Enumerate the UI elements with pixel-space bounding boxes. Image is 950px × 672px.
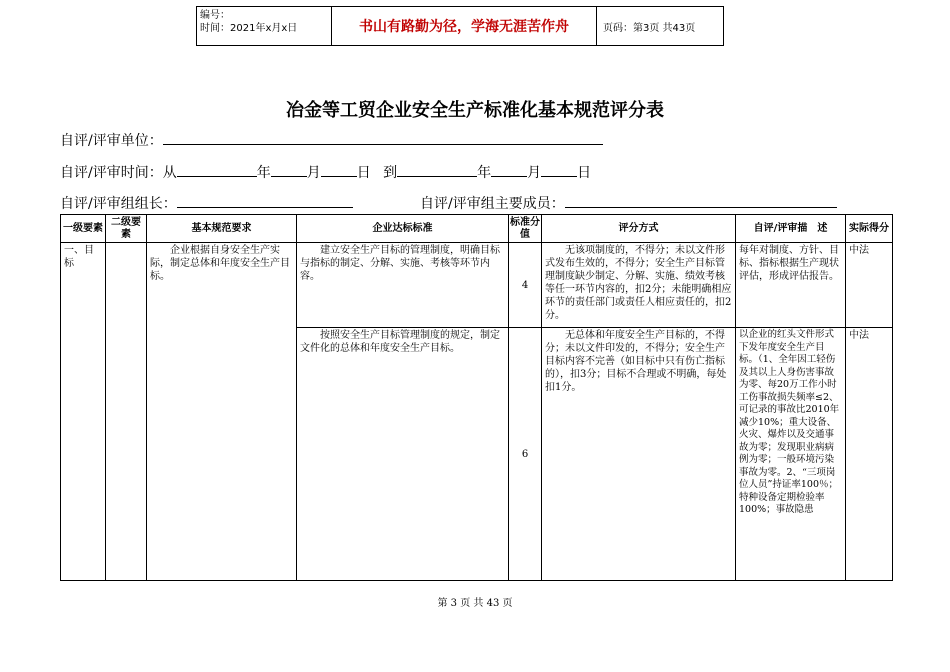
col-header-score: 标准分值 — [509, 215, 542, 243]
page-footer: 第 3 页 共 43 页 — [437, 598, 513, 609]
cell-description: 每年对制度、方针、目标、指标根据生产现状评估，形成评估报告。 — [736, 243, 846, 328]
number-label: 编号： — [200, 10, 230, 21]
col-header-standard: 企业达标标准 — [297, 215, 509, 243]
time-line — [60, 162, 591, 182]
cell-method: 无总体和年度安全生产目标的，不得分；未以文件印发的，不得分；安全生产目标内容不完善（如目标中只有伤亡指标的），扣3分；目标不合理或不明确，每处扣1分。 — [542, 328, 736, 581]
col-header-level1: 一级要素 — [61, 215, 106, 243]
unit-label: 自评/评审单位： — [60, 133, 163, 149]
cell-method: 无该项制度的，不得分；未以文件形式发布生效的，不得分；安全生产目标管理制度缺少制定、分解、实施、绩效考核等任一环节内容的，扣2分；未能明确相应环节的责任部门或责任人相应责任的，扣2分。 — [542, 243, 736, 328]
month-label-2: 月 — [527, 165, 542, 181]
cell-score: 4 — [509, 243, 542, 328]
end-year-field[interactable] — [397, 162, 477, 177]
col-header-requirement: 基本规范要求 — [147, 215, 297, 243]
table-row — [61, 243, 893, 328]
col-header-description: 自评/评审描 述 — [736, 215, 846, 243]
motto: 书山有路勤为径，学海无涯苦作舟 — [332, 7, 597, 45]
members-label: 自评/评审组主要成员： — [420, 196, 565, 212]
year-label-2: 年 — [477, 165, 492, 181]
year-label-1: 年 — [256, 165, 271, 181]
cell-description: 以企业的红头文件形式下发年度安全生产目标。（1、全年因工轻伤及其以上人身伤害事故为零、每20万工作小时工伤事故损失频率≤2、可记录的事故比2010年减少10%；重大设备、火灾、爆炸以及交通事故为零；发现职业病病例为零；一般环境污染事故为零。2、“三项岗位人员”持证率100％；特种设备定期检验率100%；事故隐患 — [736, 328, 846, 581]
time-label: 时间：2021年x月x日 — [200, 23, 298, 34]
start-year-field[interactable] — [177, 162, 257, 177]
start-day-field[interactable] — [321, 162, 357, 177]
unit-field[interactable] — [163, 130, 603, 145]
col-header-method: 评分方式 — [542, 215, 736, 243]
to-label: 到 — [383, 165, 398, 181]
cell-standard: 建立安全生产目标的管理制度，明确目标与指标的制定、分解、实施、考核等环节内容。 — [297, 243, 509, 328]
page-header — [196, 6, 724, 46]
cell-standard: 按照安全生产目标管理制度的规定，制定文件化的总体和年度安全生产目标。 — [297, 328, 509, 581]
col-header-level2: 二级要素 — [106, 215, 147, 243]
cell-score: 6 — [509, 328, 542, 581]
start-month-field[interactable] — [271, 162, 307, 177]
table-header-row — [61, 215, 893, 243]
page-label: 页码：第3页 共43页 — [603, 22, 696, 34]
cell-level1: 一、目标 — [61, 243, 106, 581]
members-field[interactable] — [565, 193, 837, 208]
col-header-actual: 实际得分 — [846, 215, 893, 243]
time-label: 自评/评审时间：从 — [60, 165, 177, 181]
unit-line — [60, 130, 603, 150]
day-label-2: 日 — [577, 165, 592, 181]
cell-actual: 中法 — [846, 328, 893, 581]
month-label-1: 月 — [306, 165, 321, 181]
day-label-1: 日 — [356, 165, 371, 181]
cell-actual: 中法 — [846, 243, 893, 328]
end-day-field[interactable] — [541, 162, 577, 177]
leader-label: 自评/评审组组长： — [60, 196, 177, 212]
cell-requirement: 企业根据自身安全生产实际，制定总体和年度安全生产目标。 — [147, 243, 297, 581]
leader-line — [60, 193, 353, 213]
cell-level2 — [106, 243, 147, 581]
document-title: 冶金等工贸企业安全生产标准化基本规范评分表 — [286, 100, 664, 121]
score-table — [60, 214, 893, 581]
end-month-field[interactable] — [491, 162, 527, 177]
leader-field[interactable] — [177, 193, 353, 208]
header-meta — [197, 7, 332, 45]
members-line — [420, 193, 837, 213]
